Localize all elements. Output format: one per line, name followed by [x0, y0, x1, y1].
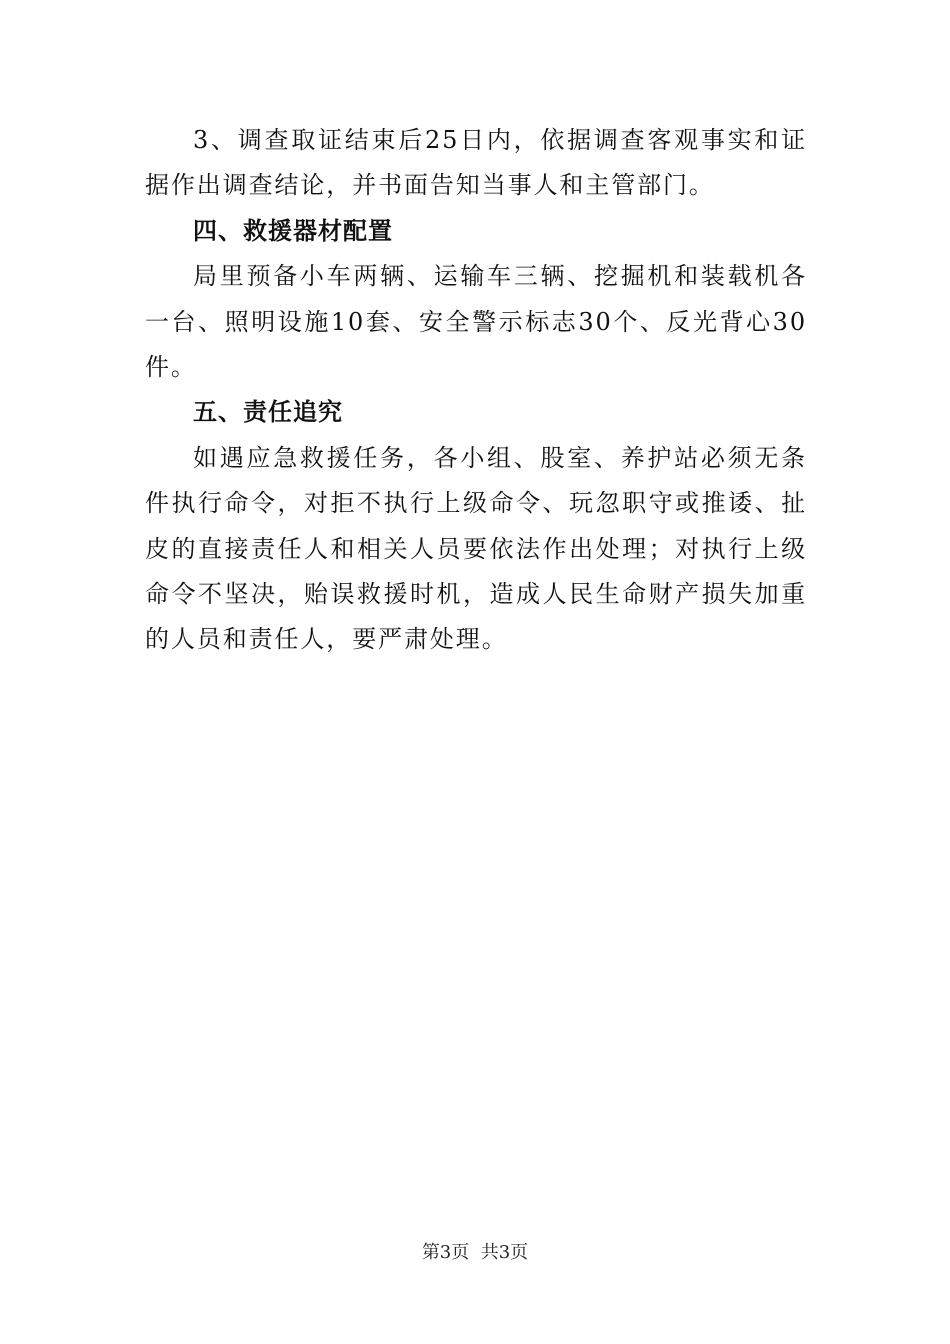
paragraph-equipment-list: 局里预备小车两辆、运输车三辆、挖掘机和装载机各一台、照明设施10套、安全警示标志30个、反光背心30件。 — [145, 262, 807, 382]
paragraph-accountability: 如遇应急救援任务，各小组、股室、养护站必须无条件执行命令，对拒不执行上级命令、玩忽职守或推诿、扯皮的直接责任人和相关人员要依法作出处理；对执行上级命令不坚决，贻误救援时机，造成人民生命财产损失加重的人员和责任人，要严肃处理。 — [145, 443, 807, 654]
section-heading-accountability: 五、责任追究 — [193, 398, 343, 427]
document-body — [145, 118, 807, 663]
page-number-label: 第3页 共3页 — [421, 1242, 529, 1263]
page-footer — [0, 1241, 950, 1265]
paragraph-investigation-conclusion: 3、调查取证结束后25日内，依据调查客观事实和证据作出调查结论，并书面告知当事人和主管部门。 — [145, 126, 807, 200]
section-heading-equipment: 四、救援器材配置 — [193, 216, 393, 245]
